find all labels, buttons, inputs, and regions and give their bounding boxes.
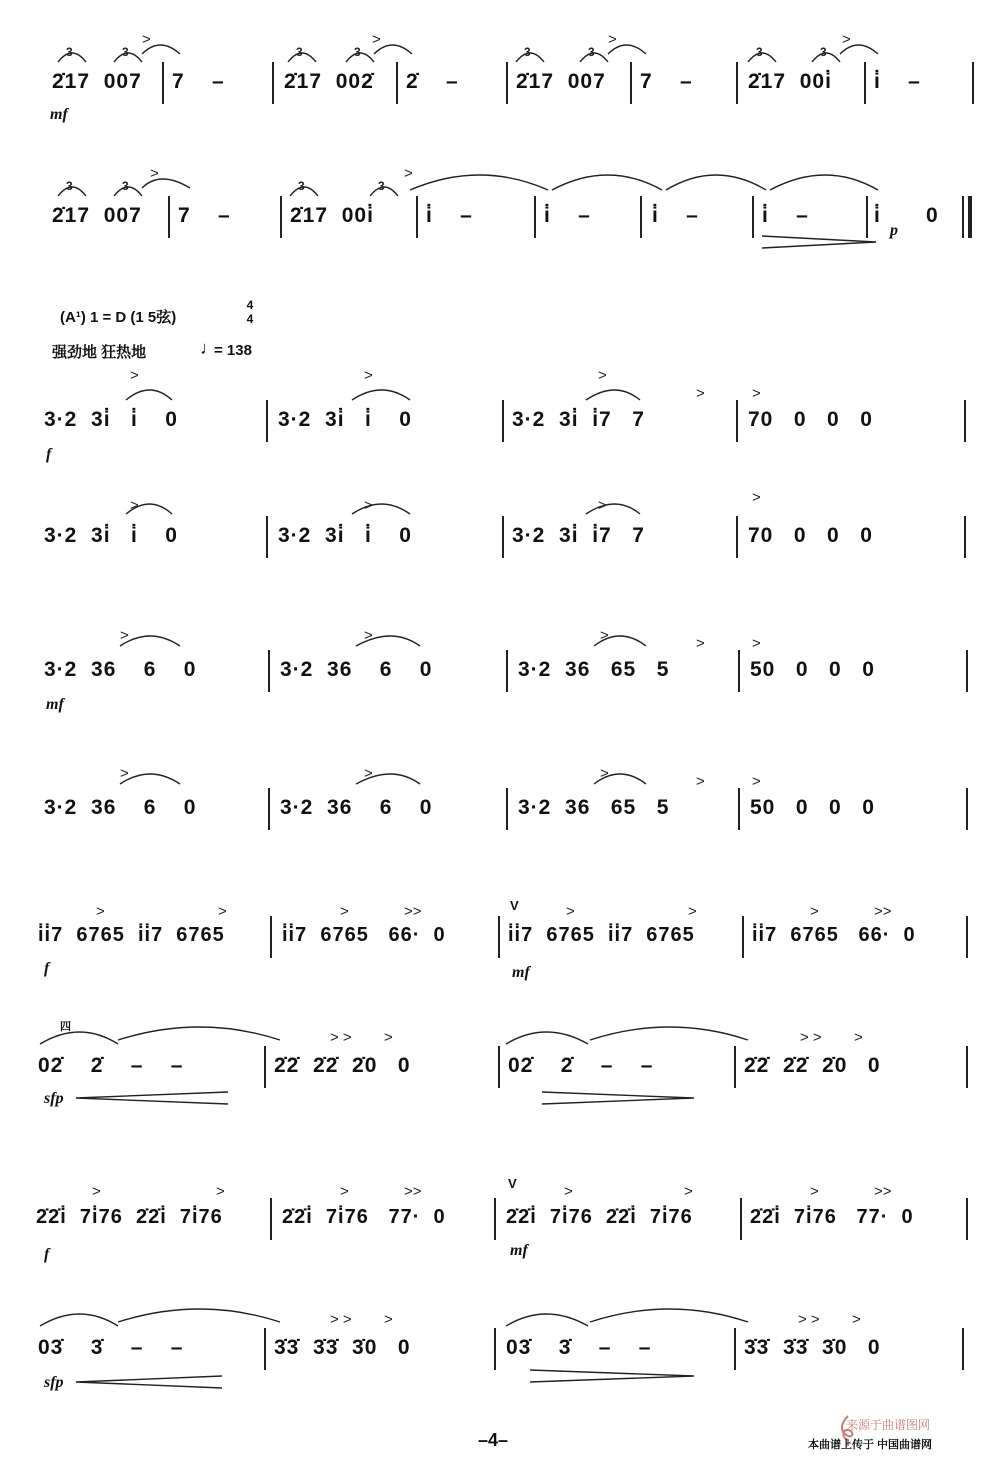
barline <box>964 516 966 558</box>
barline <box>738 650 740 692</box>
barline <box>268 788 270 830</box>
time-signature-bottom: 4 <box>246 312 254 326</box>
footer-note: 本曲谱上传于 中国曲谱网 <box>808 1439 933 1451</box>
measure: 2̇2̇i̇ 7i̇76 2̇2̇i̇ 7i̇76 <box>36 1206 223 1228</box>
watermark-text: 来源于曲谱图网 <box>846 1418 931 1432</box>
measure: i̇ – <box>874 70 921 93</box>
score-system-3 <box>0 400 1000 440</box>
svg-text:>>: >> <box>874 1183 892 1200</box>
up-bow-mark: V <box>510 898 519 913</box>
barline <box>268 650 270 692</box>
dynamic-marking: f <box>44 960 50 977</box>
measure: 3·2 3i̇ i̇ 0 <box>44 524 178 547</box>
measure: 2̇17 002̇ <box>284 70 374 93</box>
barline <box>962 196 964 238</box>
svg-text:>: > <box>598 497 607 514</box>
svg-text:>: > <box>92 1183 101 1200</box>
svg-text:>: > <box>600 627 609 644</box>
barline <box>498 916 500 958</box>
svg-text:>: > <box>340 1183 349 1200</box>
barline <box>534 196 536 238</box>
svg-text:>: > <box>130 367 139 384</box>
score-system-6 <box>0 788 1000 828</box>
svg-text:>: > <box>842 31 851 48</box>
measure: 3·2 36 6 0 <box>44 658 197 681</box>
dynamic-marking: mf <box>510 1242 528 1259</box>
up-bow-mark: V <box>508 1176 517 1191</box>
barline <box>736 516 738 558</box>
barline <box>272 62 274 104</box>
svg-text:>: > <box>752 635 761 652</box>
measure: 3·2 36 6 0 <box>280 658 433 681</box>
expression-marking: 强劲地 狂热地 <box>52 344 147 361</box>
measure: 3·2 3i̇ i̇ 0 <box>278 408 412 431</box>
svg-text:> >: > > <box>800 1029 822 1046</box>
barline <box>266 400 268 442</box>
barline <box>966 1046 968 1088</box>
svg-text:3: 3 <box>122 179 129 193</box>
barline <box>266 516 268 558</box>
string-marking: 四 <box>60 1021 71 1033</box>
svg-text:3: 3 <box>756 45 763 59</box>
score-system-9 <box>0 1198 1000 1238</box>
svg-text:>: > <box>752 773 761 790</box>
measure: 7 – <box>178 204 231 227</box>
measure: 03̇ 3̇ – – <box>38 1336 184 1359</box>
svg-text:>: > <box>364 497 373 514</box>
svg-text:3: 3 <box>354 45 361 59</box>
svg-text:>: > <box>752 489 761 506</box>
svg-text:>: > <box>810 1183 819 1200</box>
time-signature-top: 4 <box>246 298 254 312</box>
dynamic-marking: sfp <box>44 1090 64 1107</box>
svg-text:>: > <box>96 903 105 920</box>
barline <box>506 650 508 692</box>
measure: 7 – <box>172 70 225 93</box>
measure: i̇i̇7 6765 i̇i̇7 6765 <box>38 924 225 946</box>
svg-text:3: 3 <box>588 45 595 59</box>
svg-text:>: > <box>752 385 761 402</box>
measure: i̇i̇7 6765 i̇i̇7 6765 <box>508 924 695 946</box>
dynamic-marking: f <box>46 446 52 463</box>
svg-text:>>: >> <box>404 1183 422 1200</box>
svg-text:3: 3 <box>378 179 385 193</box>
svg-text:> >: > > <box>330 1311 352 1328</box>
svg-text:>: > <box>384 1311 393 1328</box>
barline <box>264 1046 266 1088</box>
barline <box>630 62 632 104</box>
measure: 2̇2̇ 2̇2̇ 2̇0 0 <box>274 1054 411 1077</box>
measure: 70 0 0 0 <box>748 524 873 547</box>
measure: 2̇2̇i̇ 7i̇76 77· 0 <box>282 1206 446 1228</box>
svg-text:> >: > > <box>798 1311 820 1328</box>
measure: 3·2 3i̇ i̇ 0 <box>278 524 412 547</box>
measure: 50 0 0 0 <box>750 796 875 819</box>
barline <box>972 62 974 104</box>
svg-text:3: 3 <box>524 45 531 59</box>
barline <box>396 62 398 104</box>
barline <box>502 400 504 442</box>
barline <box>866 196 868 238</box>
dynamic-marking: sfp <box>44 1374 64 1391</box>
barline <box>162 62 164 104</box>
score-system-4 <box>0 516 1000 556</box>
barline <box>736 62 738 104</box>
svg-text:>: > <box>150 165 159 182</box>
measure: i̇ <box>874 204 881 227</box>
svg-text:>>: >> <box>404 903 422 920</box>
final-barline <box>968 196 972 238</box>
svg-text:3: 3 <box>820 45 827 59</box>
measure: i̇i̇7 6765 66· 0 <box>282 924 446 946</box>
measure: i̇ – <box>652 204 699 227</box>
barline <box>502 516 504 558</box>
barline <box>506 62 508 104</box>
measure: 3·2 36 65 5 <box>518 796 670 819</box>
barline <box>736 400 738 442</box>
measure: 3·2 3i̇ i̇7 7 <box>512 408 645 431</box>
svg-text:3: 3 <box>122 45 129 59</box>
measure: 2̇17 007 <box>516 70 606 93</box>
measure: 02̇ 2̇ – – <box>508 1054 654 1077</box>
svg-text:>: > <box>696 385 705 402</box>
svg-text:>: > <box>120 765 129 782</box>
score-system-10 <box>0 1328 1000 1368</box>
dynamic-marking: mf <box>512 964 530 981</box>
measure: 3·2 3i̇ i̇ 0 <box>44 408 178 431</box>
measure: 3̇3̇ 3̇3̇ 3̇0 0 <box>274 1336 411 1359</box>
svg-text:3: 3 <box>66 45 73 59</box>
svg-text:3: 3 <box>298 179 305 193</box>
quarter-note-icon: ♩ <box>200 338 218 358</box>
svg-text:>: > <box>216 1183 225 1200</box>
barline <box>280 196 282 238</box>
measure: 70 0 0 0 <box>748 408 873 431</box>
svg-text:>: > <box>564 1183 573 1200</box>
svg-text:>: > <box>120 627 129 644</box>
svg-text:>: > <box>218 903 227 920</box>
svg-text:>: > <box>364 765 373 782</box>
barline <box>742 916 744 958</box>
svg-text:>: > <box>810 903 819 920</box>
svg-text:>: > <box>852 1311 861 1328</box>
measure: 3·2 36 65 5 <box>518 658 670 681</box>
measure: 2̇17 00i̇ <box>290 204 374 227</box>
svg-text:>: > <box>142 31 151 48</box>
measure: i̇ – <box>762 204 809 227</box>
barline <box>738 788 740 830</box>
page-number: –4– <box>478 1430 509 1450</box>
tempo-marking: = 138 <box>214 342 252 359</box>
measure: 2̇2̇ 2̇2̇ 2̇0 0 <box>744 1054 881 1077</box>
measure: 3·2 36 6 0 <box>44 796 197 819</box>
measure: 3·2 3i̇ i̇7 7 <box>512 524 645 547</box>
measure: 03̇ 3̇ – – <box>506 1336 652 1359</box>
barline <box>168 196 170 238</box>
measure: 2̇ – <box>406 70 459 93</box>
score-system-8 <box>0 1046 1000 1086</box>
barline <box>962 1328 964 1370</box>
barline <box>966 788 968 830</box>
barline <box>966 650 968 692</box>
measure: 0 <box>926 204 939 227</box>
measure: i̇ – <box>426 204 473 227</box>
measure: 2̇17 007 <box>52 204 142 227</box>
svg-text:>: > <box>854 1029 863 1046</box>
barline <box>506 788 508 830</box>
svg-text:>: > <box>404 165 413 182</box>
measure: 02̇ 2̇ – – <box>38 1054 184 1077</box>
measure: 2̇17 007 <box>52 70 142 93</box>
svg-text:>: > <box>696 773 705 790</box>
dynamic-marking: mf <box>50 106 68 123</box>
barline <box>734 1046 736 1088</box>
barline <box>966 916 968 958</box>
barline <box>494 1198 496 1240</box>
svg-text:>: > <box>364 367 373 384</box>
barline <box>740 1198 742 1240</box>
dynamic-marking: f <box>44 1246 50 1263</box>
svg-text:>: > <box>688 903 697 920</box>
measure: 50 0 0 0 <box>750 658 875 681</box>
measure: 3·2 36 6 0 <box>280 796 433 819</box>
svg-text:>: > <box>340 903 349 920</box>
key-signature-line: (A¹) 1 = D (1 5弦) <box>60 309 177 326</box>
svg-text:> >: > > <box>330 1029 352 1046</box>
dynamic-marking: mf <box>46 696 64 713</box>
svg-text:3: 3 <box>66 179 73 193</box>
barline <box>494 1328 496 1370</box>
svg-text:>: > <box>130 497 139 514</box>
score-system-2 <box>0 196 1000 236</box>
dynamic-marking: p <box>890 222 898 239</box>
barline <box>752 196 754 238</box>
measure: 2̇2̇i̇ 7i̇76 77· 0 <box>750 1206 914 1228</box>
score-system-7 <box>0 916 1000 956</box>
svg-text:>: > <box>600 765 609 782</box>
measure: 7 – <box>640 70 693 93</box>
score-system-1 <box>0 62 1000 102</box>
svg-text:>: > <box>598 367 607 384</box>
barline <box>964 400 966 442</box>
barline <box>734 1328 736 1370</box>
svg-text:>: > <box>364 627 373 644</box>
svg-text:>: > <box>566 903 575 920</box>
barline <box>498 1046 500 1088</box>
barline <box>966 1198 968 1240</box>
barline <box>270 916 272 958</box>
measure: 3̇3̇ 3̇3̇ 3̇0 0 <box>744 1336 881 1359</box>
measure: i̇i̇7 6765 66· 0 <box>752 924 916 946</box>
barline <box>264 1328 266 1370</box>
barline <box>640 196 642 238</box>
svg-text:>: > <box>696 635 705 652</box>
svg-text:3: 3 <box>296 45 303 59</box>
measure: i̇ – <box>544 204 591 227</box>
measure: 2̇2̇i̇ 7i̇76 2̇2̇i̇ 7i̇76 <box>506 1206 693 1228</box>
barline <box>416 196 418 238</box>
svg-text:>: > <box>684 1183 693 1200</box>
barline <box>270 1198 272 1240</box>
svg-text:>: > <box>608 31 617 48</box>
svg-text:>>: >> <box>874 903 892 920</box>
measure: 2̇17 00i̇ <box>748 70 832 93</box>
score-system-5 <box>0 650 1000 690</box>
svg-text:>: > <box>372 31 381 48</box>
svg-text:>: > <box>384 1029 393 1046</box>
barline <box>864 62 866 104</box>
